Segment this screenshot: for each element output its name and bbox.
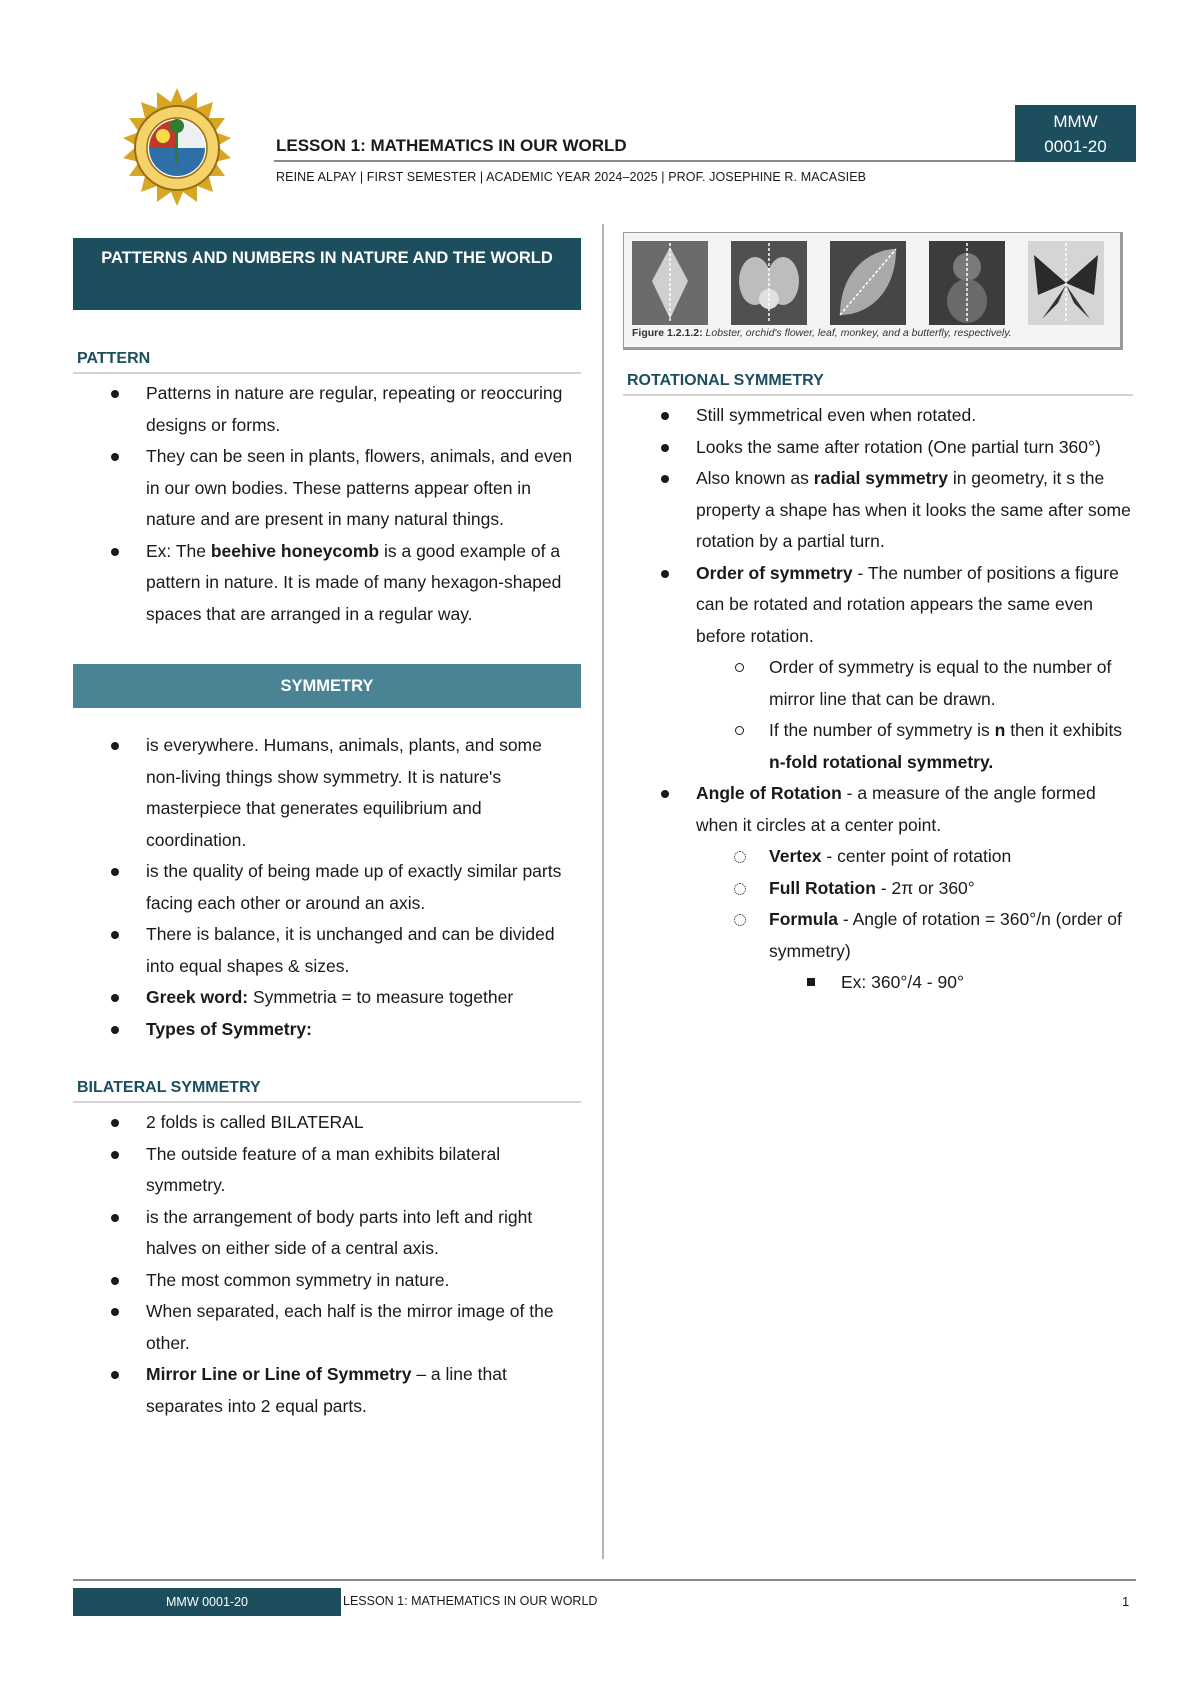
orchid-photo bbox=[731, 241, 807, 325]
bilateral-list bbox=[73, 1107, 581, 1422]
badge-code: 0001-20 bbox=[1044, 137, 1107, 156]
list-item: is everywhere. Humans, animals, plants, and some non-living things show symmetry. It is nature's masterpiece that generates equilibrium and coordination. bbox=[73, 730, 581, 856]
list-item: Full Rotation - 2π or 360° bbox=[623, 873, 1133, 905]
monkey-photo bbox=[929, 241, 1005, 325]
column-divider bbox=[602, 224, 604, 1559]
symmetry-list bbox=[73, 730, 581, 1045]
list-item: Types of Symmetry: bbox=[73, 1014, 581, 1046]
angle-sublist bbox=[696, 841, 1133, 999]
lobster-photo bbox=[632, 241, 708, 325]
list-item: They can be seen in plants, flowers, animals, and even in our own bodies. These patterns appear often in nature and are present in many natural things. bbox=[73, 441, 581, 536]
list-item: Order of symmetry is equal to the number of mirror line that can be drawn. bbox=[623, 652, 1133, 715]
list-item: is the quality of being made up of exactly similar parts facing each other or around an axis. bbox=[73, 856, 581, 919]
list-item: There is balance, it is unchanged and can be divided into equal shapes & sizes. bbox=[73, 919, 581, 982]
list-item: If the number of symmetry is n then it exhibits n-fold rotational symmetry. bbox=[623, 715, 1133, 778]
left-column bbox=[73, 238, 581, 1422]
list-item: Vertex - center point of rotation bbox=[623, 841, 1133, 873]
list-item: Looks the same after rotation (One partial turn 360°) bbox=[623, 432, 1133, 464]
footer-divider bbox=[73, 1579, 1136, 1581]
footer-lesson-title: LESSON 1: MATHEMATICS IN OUR WORLD bbox=[343, 1594, 598, 1608]
list-item: Also known as radial symmetry in geometry, it s the property a shape has when it looks the same after some rotation by a partial turn. bbox=[623, 463, 1133, 558]
course-badge bbox=[1015, 105, 1136, 162]
leaf-photo bbox=[830, 241, 906, 325]
footer-course-code: MMW 0001-20 bbox=[73, 1588, 341, 1616]
list-item: Mirror Line or Line of Symmetry – a line that separates into 2 equal parts. bbox=[73, 1359, 581, 1422]
header-subtitle: REINE ALPAY | FIRST SEMESTER | ACADEMIC YEAR 2024–2025 | PROF. JOSEPHINE R. MACASIEB bbox=[276, 170, 867, 184]
order-sublist bbox=[696, 652, 1133, 778]
pattern-heading: PATTERN bbox=[73, 350, 581, 374]
pattern-list bbox=[73, 378, 581, 630]
header-title: LESSON 1: MATHEMATICS IN OUR WORLD bbox=[276, 136, 627, 155]
list-item: is the arrangement of body parts into left and right halves on either side of a central axis. bbox=[73, 1202, 581, 1265]
figure-caption: Figure 1.2.1.2: Lobster, orchid's flower, leaf, monkey, and a butterfly, respectively. bbox=[632, 327, 1012, 339]
list-item: Ex: 360°/4 - 90° bbox=[623, 967, 1133, 999]
patterns-banner: PATTERNS AND NUMBERS IN NATURE AND THE WORLD bbox=[73, 238, 581, 310]
rotational-list bbox=[623, 400, 1133, 999]
list-item: Patterns in nature are regular, repeating or reoccuring designs or forms. bbox=[73, 378, 581, 441]
symmetry-figure bbox=[623, 232, 1123, 350]
list-item: Formula - Angle of rotation = 360°/n (order of symmetry) Ex: 360°/4 - 90° bbox=[623, 904, 1133, 999]
header-divider bbox=[274, 160, 1136, 162]
list-item: The most common symmetry in nature. bbox=[73, 1265, 581, 1297]
symmetry-banner: SYMMETRY bbox=[73, 664, 581, 708]
list-item: 2 folds is called BILATERAL bbox=[73, 1107, 581, 1139]
list-item: Angle of Rotation - a measure of the angle formed when it circles at a center point. Vertex - center point of rotation Full Rotation - 2π or 360° Formula - Angle of rotation = 360°/n (order of symmetry) Ex: 360°/4 - 90° bbox=[623, 778, 1133, 999]
list-item: Order of symmetry - The number of positions a figure can be rotated and rotation appears the same even before rotation. Order of symmetry is equal to the number of mirror line that can be drawn. If the number of symmetry is n then it exhibits n-fold rotational symmetry. bbox=[623, 558, 1133, 779]
list-item: Still symmetrical even when rotated. bbox=[623, 400, 1133, 432]
list-item: The outside feature of a man exhibits bilateral symmetry. bbox=[73, 1139, 581, 1202]
rotational-heading: ROTATIONAL SYMMETRY bbox=[623, 372, 1133, 396]
right-column bbox=[623, 232, 1133, 999]
list-item: When separated, each half is the mirror image of the other. bbox=[73, 1296, 581, 1359]
formula-sublist bbox=[769, 967, 1133, 999]
butterfly-photo bbox=[1028, 241, 1104, 325]
badge-course: MMW bbox=[1053, 112, 1098, 131]
list-item: Ex: The beehive honeycomb is a good example of a pattern in nature. It is made of many hexagon-shaped spaces that are arranged in a regular way. bbox=[73, 536, 581, 631]
page-number: 1 bbox=[1122, 1594, 1130, 1609]
university-seal-logo bbox=[117, 88, 237, 208]
list-item: Greek word: Symmetria = to measure together bbox=[73, 982, 581, 1014]
bilateral-heading: BILATERAL SYMMETRY bbox=[73, 1079, 581, 1103]
